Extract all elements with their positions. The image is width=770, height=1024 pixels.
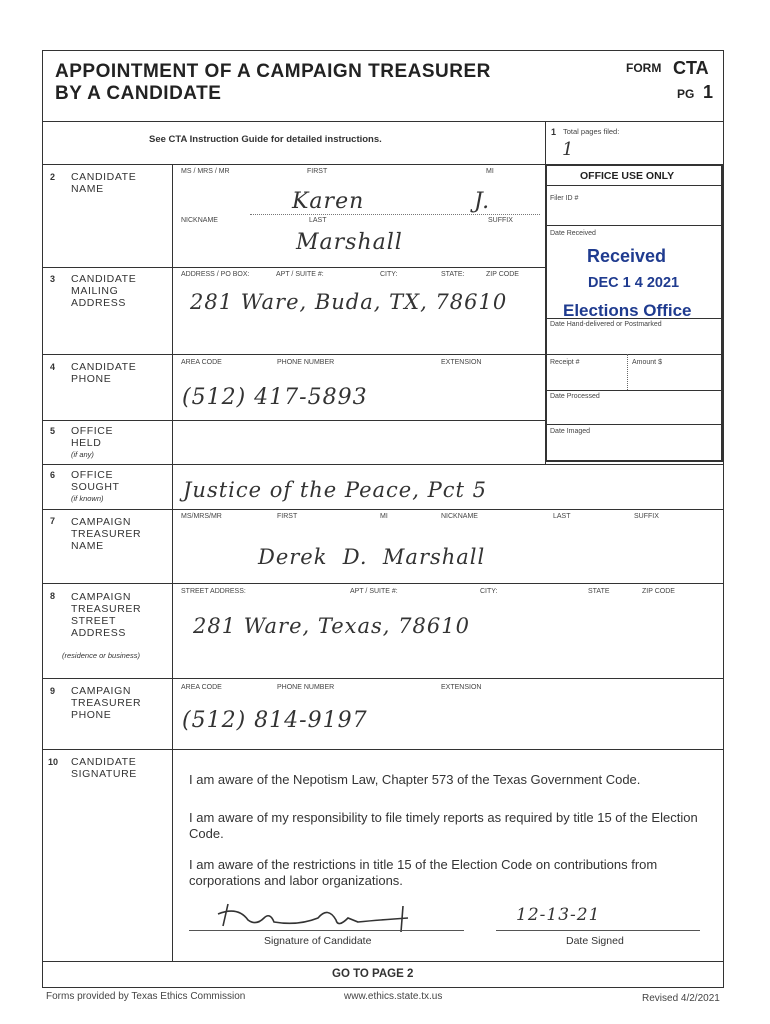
apt-suite-label: APT / SUITE #: <box>276 271 324 278</box>
office-divider <box>545 225 723 226</box>
office-divider <box>545 390 723 391</box>
label-line: TREASURER <box>71 528 142 540</box>
zip-code-label: ZIP CODE <box>486 271 519 278</box>
date-hand-label: Date Hand-delivered or Postmarked <box>550 321 662 328</box>
row-divider <box>42 509 724 510</box>
label-line: HELD <box>71 437 102 449</box>
forms-provided-by: Forms provided by Texas Ethics Commission <box>46 991 246 1002</box>
form-title-line2: BY A CANDIDATE <box>55 83 222 104</box>
office-sought-label <box>71 469 120 505</box>
label-line: ADDRESS <box>71 297 126 309</box>
filer-id-label: Filer ID # <box>550 195 579 202</box>
row-divider <box>42 164 545 165</box>
label-line: NAME <box>71 183 104 195</box>
dotted-divider <box>250 214 540 215</box>
section-number: 10 <box>48 757 59 767</box>
candidate-middle-initial[interactable]: J. <box>474 189 491 214</box>
ms-mrs-mr-label: MS/MRS/MR <box>181 513 222 520</box>
section-number: 8 <box>50 591 56 601</box>
city-label: CITY: <box>380 271 398 278</box>
office-sought-value[interactable]: Justice of the Peace, Pct 5 <box>183 478 487 502</box>
label-line: MAILING <box>71 285 119 297</box>
row-divider <box>42 354 545 355</box>
area-code-label: AREA CODE <box>181 359 222 366</box>
street-address-label: STREET ADDRESS: <box>181 588 246 595</box>
date-line <box>496 930 700 931</box>
reporting-statement: I am aware of my responsibility to file timely reports as required by title 15 of the Election Code. <box>189 810 698 841</box>
date-received-label: Date Received <box>550 230 596 237</box>
mi-label: MI <box>486 168 494 175</box>
section-number: 2 <box>50 172 56 182</box>
office-divider <box>627 354 628 390</box>
page-label: PG <box>677 87 695 101</box>
label-line: SOUGHT <box>71 481 120 493</box>
candidate-signature-label <box>71 756 137 780</box>
label-line: NAME <box>71 540 104 552</box>
candidate-name-label <box>71 171 136 195</box>
label-line: OFFICE <box>71 469 114 481</box>
office-divider <box>545 185 723 186</box>
city-label: CITY: <box>480 588 498 595</box>
suffix-label: SUFFIX <box>488 217 513 224</box>
nepotism-statement: I am aware of the Nepotism Law, Chapter 573 of the Texas Government Code. <box>189 772 641 787</box>
row-divider <box>42 420 545 421</box>
label-line: OFFICE <box>71 425 114 437</box>
extension-label: EXTENSION <box>441 359 482 366</box>
header-divider <box>42 121 724 122</box>
row-divider <box>42 961 724 962</box>
phone-number-label: PHONE NUMBER <box>277 359 335 366</box>
candidate-phone-value[interactable]: (512) 417-5893 <box>182 385 368 410</box>
row-divider <box>42 749 724 750</box>
label-column-divider <box>172 164 173 961</box>
label-line: PHONE <box>71 709 112 721</box>
candidate-first-name[interactable]: Karen <box>292 189 365 214</box>
treasurer-phone-label <box>71 685 141 721</box>
treasurer-name-label <box>71 516 141 552</box>
last-label: LAST <box>553 513 571 520</box>
section-number: 5 <box>50 426 56 436</box>
nickname-label: NICKNAME <box>181 217 218 224</box>
ms-mrs-mr-label: MS / MRS / MR <box>181 168 230 175</box>
revised-date: Revised 4/2/2021 <box>642 993 720 1004</box>
date-signed-value[interactable]: 12-13-21 <box>516 905 601 925</box>
label-line: TREASURER <box>71 697 142 709</box>
label-line: SIGNATURE <box>71 768 137 780</box>
row-divider <box>42 267 545 268</box>
office-divider <box>545 424 723 425</box>
section-number: 9 <box>50 686 56 696</box>
candidate-phone-label <box>71 361 136 385</box>
label-line: CAMPAIGN <box>71 591 132 603</box>
date-signed-caption: Date Signed <box>566 935 624 947</box>
treasurer-name-value[interactable]: Derek D. Marshall <box>258 545 486 569</box>
row-divider <box>42 678 724 679</box>
contributions-statement: I am aware of the restrictions in title 15 of the Election Code on contributions from corporations and labor organizations. <box>189 857 658 888</box>
treasurer-address-label <box>71 591 141 639</box>
treasurer-address-value[interactable]: 281 Ware, Texas, 78610 <box>193 614 470 638</box>
label-line: CANDIDATE <box>71 361 137 373</box>
date-imaged-label: Date Imaged <box>550 428 591 435</box>
label-line: TREASURER <box>71 603 142 615</box>
residence-or-business-note: (residence or business) <box>62 651 140 660</box>
label-line: CAMPAIGN <box>71 685 132 697</box>
suffix-label: SUFFIX <box>634 513 659 520</box>
label-line: STREET <box>71 615 117 627</box>
form-title-line1: APPOINTMENT OF A CAMPAIGN TREASURER <box>55 61 491 82</box>
total-pages-label: Total pages filed: <box>563 127 620 136</box>
receipt-label: Receipt # <box>550 359 580 366</box>
ethics-url: www.ethics.state.tx.us <box>344 991 443 1002</box>
mailing-address-label <box>71 273 136 309</box>
state-label: STATE: <box>441 271 465 278</box>
office-divider <box>545 354 723 355</box>
office-use-title: OFFICE USE ONLY <box>580 170 675 182</box>
extension-label: EXTENSION <box>441 684 482 691</box>
section-number: 7 <box>50 516 56 526</box>
area-code-label: AREA CODE <box>181 684 222 691</box>
row-divider <box>42 583 724 584</box>
last-label: LAST <box>309 217 327 224</box>
form-label: FORM <box>626 61 662 75</box>
total-pages-number: 1 <box>551 127 557 137</box>
phone-number-label: PHONE NUMBER <box>277 684 335 691</box>
section-number: 6 <box>50 470 56 480</box>
instructions-note: See CTA Instruction Guide for detailed instructions. <box>149 134 382 145</box>
signature-stroke <box>218 904 408 932</box>
section-number: 3 <box>50 274 56 284</box>
first-label: FIRST <box>307 168 328 175</box>
state-label: STATE <box>588 588 610 595</box>
nickname-label: NICKNAME <box>441 513 478 520</box>
go-to-page-2: GO TO PAGE 2 <box>332 968 414 980</box>
label-line: PHONE <box>71 373 112 385</box>
received-stamp-office: Elections Office <box>563 301 692 320</box>
apt-suite-label: APT / SUITE #: <box>350 588 398 595</box>
zip-code-label: ZIP CODE <box>642 588 675 595</box>
label-line: CANDIDATE <box>71 273 137 285</box>
label-line: CAMPAIGN <box>71 516 132 528</box>
received-stamp-date: DEC 1 4 2021 <box>588 275 680 291</box>
amount-label: Amount $ <box>632 359 662 366</box>
received-stamp-line1: Received <box>587 246 667 266</box>
label-line: CANDIDATE <box>71 171 137 183</box>
row-divider <box>42 464 724 465</box>
label-line: ADDRESS <box>71 627 126 639</box>
total-pages-value[interactable]: 1 <box>562 139 575 160</box>
mailing-address-value[interactable]: 281 Ware, Buda, TX, 78610 <box>190 290 508 314</box>
office-held-label <box>71 425 113 461</box>
candidate-last-name[interactable]: Marshall <box>296 230 403 255</box>
office-divider <box>545 318 723 319</box>
date-processed-label: Date Processed <box>550 393 600 400</box>
label-subtext: (if known) <box>71 494 104 503</box>
section-number: 4 <box>50 362 56 372</box>
mi-label: MI <box>380 513 388 520</box>
page-number: 1 <box>703 82 714 102</box>
signature-caption: Signature of Candidate <box>264 935 372 947</box>
address-po-box-label: ADDRESS / PO BOX: <box>181 271 250 278</box>
first-label: FIRST <box>277 513 298 520</box>
form-code: CTA <box>673 58 709 78</box>
signature-line <box>189 930 464 931</box>
label-line: CANDIDATE <box>71 756 137 768</box>
label-subtext: (if any) <box>71 450 94 459</box>
treasurer-phone-value[interactable]: (512) 814-9197 <box>182 708 368 733</box>
